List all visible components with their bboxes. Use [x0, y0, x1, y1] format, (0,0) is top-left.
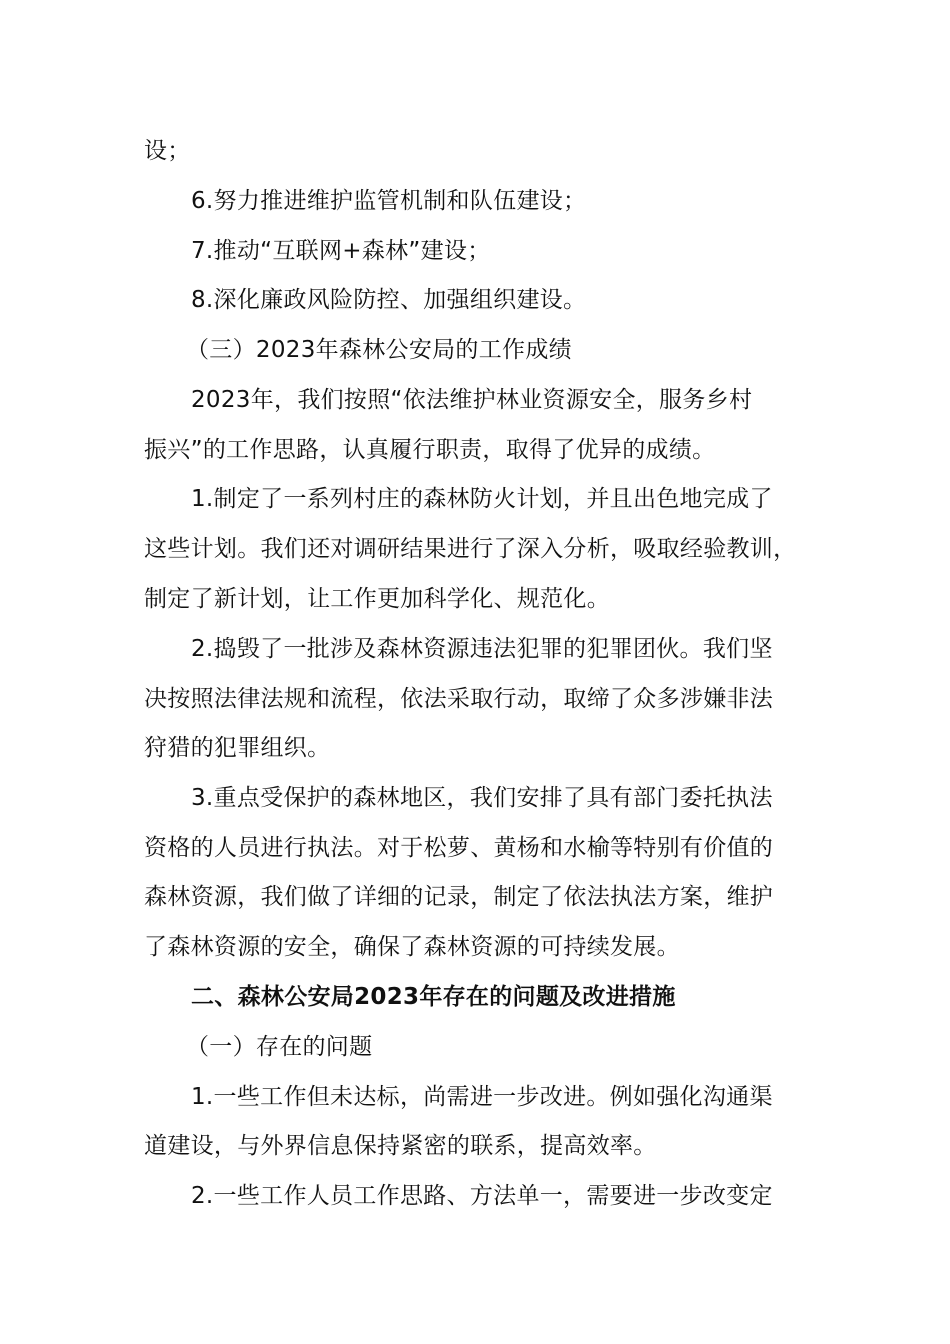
achievement-2-line: 决按照法律法规和流程，依法采取行动，取缔了众多涉嫌非法: [144, 686, 774, 712]
problem-2-line: 2.一些工作人员工作思路、方法单一，需要进一步改变定: [191, 1183, 773, 1209]
subsection-heading-3: （三）2023年森林公安局的工作成绩: [186, 337, 572, 363]
achievement-1-line: 制定了新计划，让工作更加科学化、规范化。: [144, 586, 610, 612]
achievement-2-line: 狩猎的犯罪组织。: [144, 735, 331, 761]
paragraph-line: 2023年，我们按照“依法维护林业资源安全，服务乡村: [191, 387, 753, 413]
achievement-3-line: 3.重点受保护的森林地区，我们安排了具有部门委托执法: [191, 785, 773, 811]
text-line-1: 设；: [144, 138, 191, 164]
achievement-1-line: 1.制定了一系列村庄的森林防火计划，并且出色地完成了: [191, 486, 773, 512]
subsection-heading-1: （一）存在的问题: [186, 1034, 373, 1060]
section-heading-2: 二、森林公安局2023年存在的问题及改进措施: [191, 984, 676, 1010]
paragraph-line: 振兴”的工作思路，认真履行职责，取得了优异的成绩。: [144, 437, 716, 463]
achievement-2-line: 2.捣毁了一批涉及森林资源违法犯罪的犯罪团伙。我们坚: [191, 636, 773, 662]
problem-1-line: 1.一些工作但未达标，尚需进一步改进。例如强化沟通渠: [191, 1084, 773, 1110]
problem-1-line: 道建设，与外界信息保持紧密的联系，提高效率。: [144, 1133, 657, 1159]
list-item-7: 7.推动“互联网+森林”建设；: [191, 238, 491, 264]
achievement-3-line: 了森林资源的安全，确保了森林资源的可持续发展。: [144, 934, 680, 960]
achievement-3-line: 资格的人员进行执法。对于松萝、黄杨和水榆等特别有价值的: [144, 835, 774, 861]
list-item-6: 6.努力推进维护监管机制和队伍建设；: [191, 188, 587, 214]
achievement-3-line: 森林资源，我们做了详细的记录，制定了依法执法方案，维护: [144, 884, 774, 910]
list-item-8: 8.深化廉政风险防控、加强组织建设。: [191, 287, 587, 313]
achievement-1-line: 这些计划。我们还对调研结果进行了深入分析，吸取经验教训，: [144, 536, 797, 562]
